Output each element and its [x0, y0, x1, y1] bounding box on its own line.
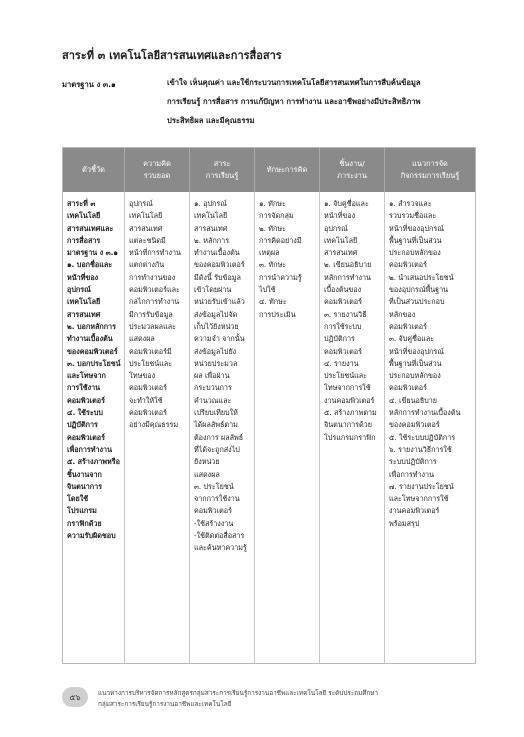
indicators-cell: สาระที่ ๓ เทคโนโลยี สารสนเทศและ การสื่อสาร มาตรฐาน ง ๓.๑ ๑. บอกชื่อและ หน้าที่ของ อุปกรณ์ เทคโนโลยี สารสนเทศ ๒. บอกหลักการ ทำงานเบื้องต้น ของคอมพิวเตอร์ ๓. บอกประโยชน์ และโทษจาก การใช้งาน คอมพิวเตอร์ ๔. ใช้ระบบ ปฏิบัติการ คอมพิวเตอร์ เพื่อการทำงาน ๕. สร้างภาพหรือ ชิ้นงานจาก จินตนาการ โดยใช้ โปรแกรม กราฟิกด้วย ความรับผิดชอบ [63, 192, 125, 663]
header-activities: แนวการจัด กิจกรรมการเรียนรู้ [400, 159, 460, 180]
header-content: สาระ การเรียนรู้ [205, 159, 239, 180]
thinking-skills-cell: ๑. ทักษะ การจัดกลุ่ม ๒. ทักษะ การคิดอย่างมี เหตุผล ๓. ทักษะ การนำความรู้ ไปใช้ ๔. ทักษะ การประเมิน [255, 192, 320, 663]
content-cell: ๑. อุปกรณ์ เทคโนโลยี สารสนเทศ ๒. หลักการ ทำงานเบื้องต้น ของคอมพิวเตอร์ มีดังนี้ รับข้อมูล เข้าโดยผ่าน หน่วยรับเข้าแล้ว ส่งข้อมูลไปจัด เก็บไว้ยังหน่วย ความจำ จากนั้น ส่งข้อมูลไปยัง หน่วยประมวล ผล เพื่อผ่าน กระบวนการ คำนวณและ เปรียบเทียบให้ ได้ผลลัพธ์ตาม ต้องการ ผลลัพธ์ ที่ได้จะถูกส่งไป ยังหน่วย แสดงผล ๓. ประโยชน์ จากการใช้งาน คอมพิวเตอร์ -ใช้สร้างงาน -ใช้ติดต่อสื่อสาร และค้นหาความรู้ [190, 192, 255, 663]
standard-line: ประสิทธิผล และมีคุณธรรม [167, 116, 255, 125]
strand-title: สาระที่ ๓ เทคโนโลยีสารสนเทศและการสื่อสาร [62, 49, 282, 62]
activities-cell: ๑. สำรวจและ รวบรวมชื่อและ หน้าที่ของอุปกรณ์ พื้นฐานที่เป็นส่วน ประกอบหลักของ คอมพิวเตอร์ ๒. นำเสนอประโยชน์ ของอุปกรณ์พื้นฐาน ที่เป็นส่วนประกอบ หลักของ คอมพิวเตอร์ ๓. จับคู่ชื่อและ หน้าที่ของอุปกรณ์ พื้นฐานที่เป็นส่วน ประกอบหลักของ คอมพิวเตอร์ ๔. เขียนอธิบาย หลักการทำงานเบื้องต้น ของคอมพิวเตอร์ ๕. ใช้ระบบปฏิบัติการ ๖. รายงานวิธีการใช้ ระบบปฏิบัติการ เพื่อการทำงาน ๗. รายงานประโยชน์ และโทษจากการใช้ งานคอมพิวเตอร์ พร้อมสรุป [389, 199, 461, 528]
header-tasks: ชิ้นงาน/ ภาระงาน [337, 159, 367, 180]
header-indicators: ตัวชี้วัด [82, 165, 105, 174]
table-body [63, 192, 475, 663]
tasks-cell: ๑. จับคู่ชื่อและ หน้าที่ของ อุปกรณ์ เทคโนโลยี สารสนเทศ ๒. เขียนอธิบาย หลักการทำงาน เบื้องต้นของ คอมพิวเตอร์ ๓. รายงานวิธี การใช้ระบบ ปฏิบัติการ คอมพิวเตอร์ ๔. รายงาน ประโยชน์และ โทษจากการใช้ งานคอมพิวเตอร์ ๕. สร้างภาพตาม จินตนาการด้วย โปรแกรมกราฟิก [320, 192, 385, 663]
page-footer [62, 684, 482, 716]
standard-line: การเรียนรู้ การสื่อสาร การแก้ปัญหา การทำงาน และอาชีพอย่างมีประสิทธิภาพ [167, 97, 421, 106]
standard-description [167, 77, 477, 134]
standard-line: เข้าใจ เห็นคุณค่า และใช้กระบวนการเทคโนโลยีสารสนเทศในการสืบค้นข้อมูล [167, 78, 421, 87]
page-number: ๕๖ [62, 687, 88, 707]
curriculum-table [62, 147, 476, 664]
table-header [63, 148, 475, 192]
standard-code: มาตรฐาน ง ๓.๑ [62, 80, 116, 89]
header-thinking-skills: ทักษะการคิด [266, 165, 308, 174]
footer-line-1: แนวทางการบริหารจัดการหลักสูตรกลุ่มสาระการเรียนรู้การงานอาชีพและเทคโนโลยี ระดับประถมศึกษา [98, 689, 379, 697]
footer-line-2: กลุ่มสาระการเรียนรู้การงานอาชีพและเทคโนโลยี [98, 700, 232, 708]
concept-cell: อุปกรณ์ เทคโนโลยี สารสนเทศ แต่ละชนิดมี หน้าที่การทำงาน แตกต่างกัน การทำงานของ คอมพิวเตอร์และ กลไกการทำงาน มีการรับข้อมูล ประมวลผลและ แสดงผล คอมพิวเตอร์มี ประโยชน์และ โทษของ คอมพิวเตอร์ จะทำให้ใช้ คอมพิวเตอร์ อย่างมีคุณธรรม [125, 192, 190, 663]
header-concept: ความคิด รวบยอด [143, 159, 171, 180]
